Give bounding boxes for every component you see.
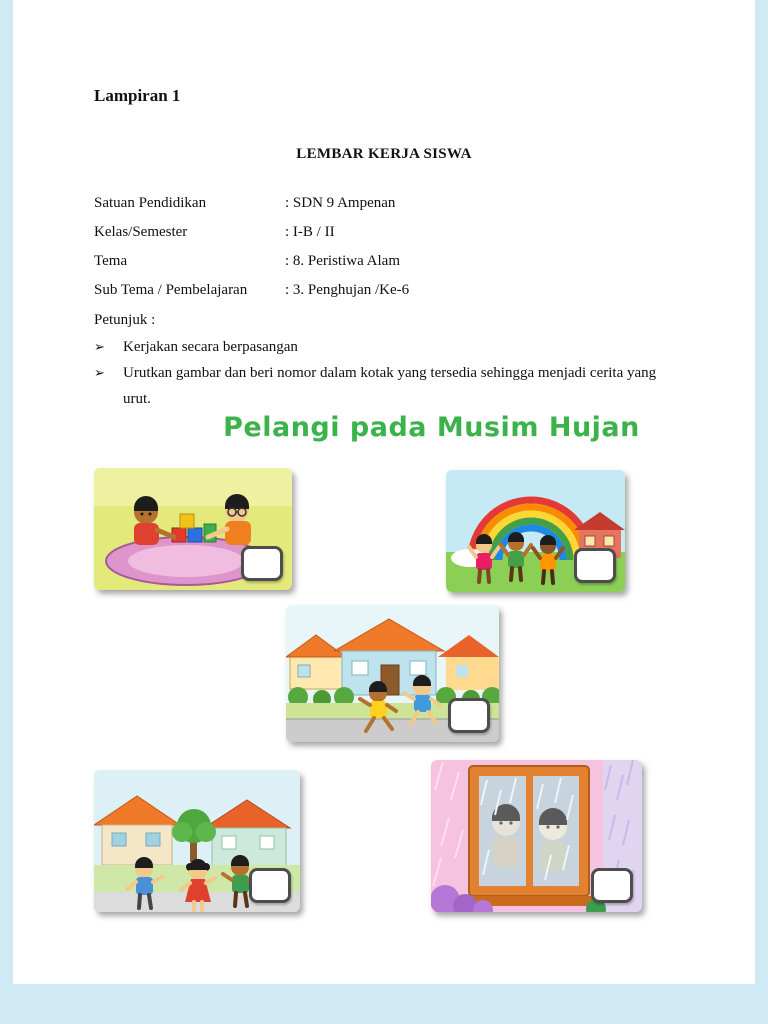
meta-label: Tema <box>94 253 128 269</box>
answer-box-5[interactable] <box>591 868 633 903</box>
meta-label: Kelas/Semester <box>94 224 188 240</box>
instruction-item-1 <box>94 334 682 360</box>
answer-box-4[interactable] <box>249 868 291 903</box>
answer-box-2[interactable] <box>574 548 616 583</box>
instruction-text: Kerjakan secara berpasangan <box>123 339 298 355</box>
meta-row-satuan <box>94 195 409 224</box>
instruction-text: Urutkan gambar dan beri nomor dalam kotak yang tersedia sehingga menjadi cerita yang urut. <box>123 365 657 407</box>
story-card-2 <box>446 470 625 592</box>
page-border-bottom <box>0 984 768 1024</box>
worksheet-title: LEMBAR KERJA SISWA <box>296 146 472 162</box>
worksheet-meta <box>94 195 409 311</box>
story-title: Pelangi pada Musim Hujan <box>223 412 640 443</box>
story-card-5 <box>431 760 642 912</box>
arrow-bullet-icon: ➢ <box>94 339 105 354</box>
arrow-bullet-icon: ➢ <box>94 365 105 380</box>
meta-row-kelas <box>94 224 409 253</box>
answer-box-3[interactable] <box>448 698 490 733</box>
story-card-4 <box>94 770 300 912</box>
instruction-item-2 <box>94 360 682 412</box>
meta-row-subtema <box>94 282 409 311</box>
meta-value: : I-B / II <box>285 224 335 240</box>
meta-label: Satuan Pendidikan <box>94 195 207 211</box>
answer-box-1[interactable] <box>241 546 283 581</box>
meta-value: : SDN 9 Ampenan <box>285 195 396 211</box>
petunjuk-label: Petunjuk : <box>94 312 156 328</box>
meta-row-tema <box>94 253 409 282</box>
meta-value: : 3. Penghujan /Ke-6 <box>285 282 410 298</box>
meta-value: : 8. Peristiwa Alam <box>285 253 400 269</box>
instructions-list <box>94 334 682 412</box>
story-card-1 <box>94 468 292 590</box>
meta-label: Sub Tema / Pembelajaran <box>94 282 248 298</box>
lampiran-heading: Lampiran 1 <box>94 86 181 105</box>
story-card-3 <box>286 605 499 742</box>
